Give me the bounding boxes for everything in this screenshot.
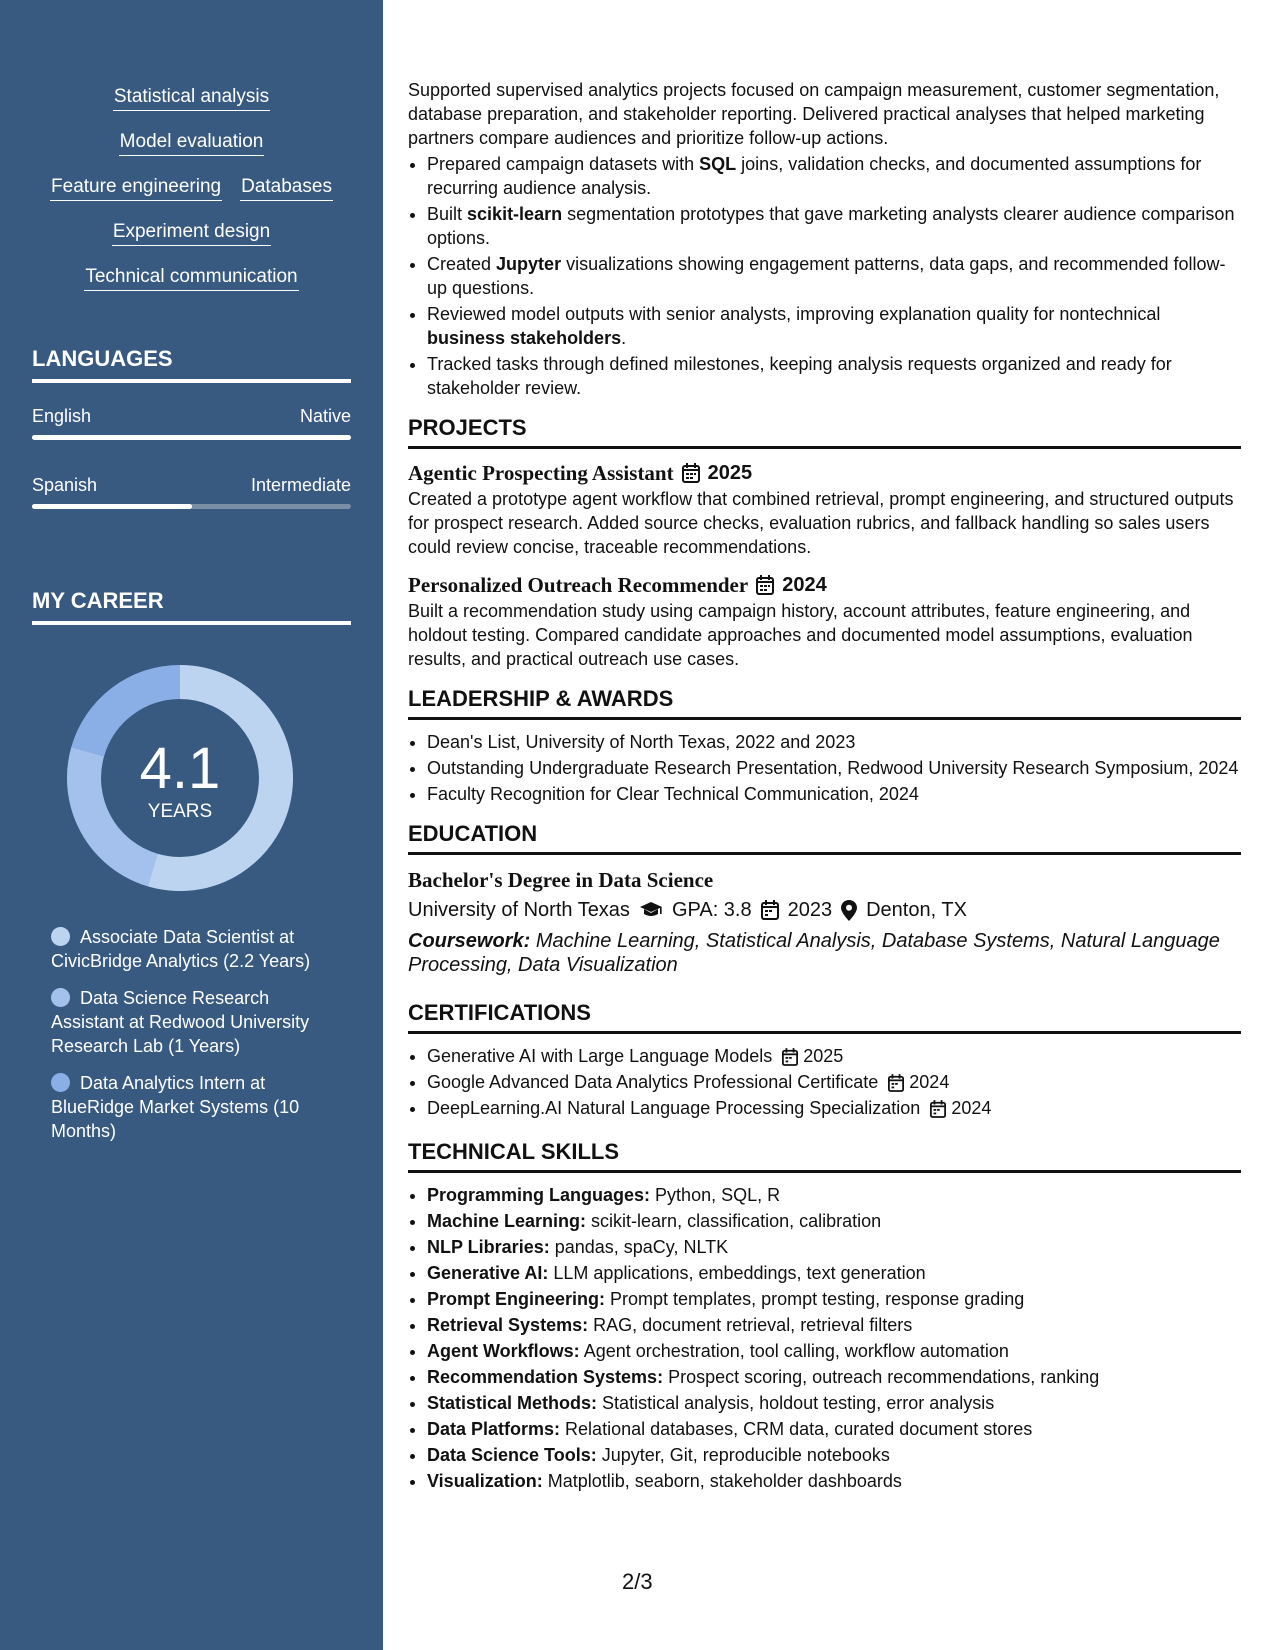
language-bar-fill <box>32 504 192 509</box>
leadership-item: • Faculty Recognition for Clear Technical Communication, 2024 <box>427 782 1241 806</box>
skill-tag: Databases <box>240 174 333 201</box>
project-title: Agentic Prospecting Assistant <box>408 461 674 485</box>
leadership-item: • Outstanding Undergraduate Research Presentation, Redwood University Research Symposium, 2024 <box>427 756 1241 780</box>
skill-row <box>32 129 351 156</box>
language-bar <box>32 435 351 440</box>
school-location: Denton, TX <box>866 899 967 921</box>
skill-row <box>32 264 351 291</box>
career-total: 4.1 <box>139 736 221 801</box>
gpa: GPA: 3.8 <box>671 899 752 921</box>
bullet-dot-icon <box>51 1073 70 1092</box>
project-title: Personalized Outreach Recommender <box>408 573 749 597</box>
language-bar <box>32 504 351 509</box>
tech-skill-item: • Generative AI: LLM applications, embeddings, text generation <box>427 1261 1241 1285</box>
languages-heading: LANGUAGES <box>32 345 351 383</box>
technical-skills-list <box>408 1183 1241 1493</box>
coursework: Coursework: Machine Learning, Statistical Analysis, Database Systems, Natural Language Processing, Data Visualization <box>408 930 1220 976</box>
skill-tag: Model evaluation <box>119 129 265 156</box>
language-english <box>32 405 351 440</box>
language-name: Spanish <box>32 475 98 495</box>
career-unit: YEARS <box>147 801 213 822</box>
skill-row <box>32 84 351 111</box>
experience-bullets <box>408 152 1241 400</box>
sidebar <box>0 0 383 1650</box>
certification-item: • Generative AI with Large Language Models 2025 <box>427 1044 1241 1068</box>
tech-skill-item: • Data Platforms: Relational databases, CRM data, curated document stores <box>427 1417 1241 1441</box>
career-item <box>51 986 341 1058</box>
education-heading: EDUCATION <box>408 820 1241 855</box>
skill-tag: Statistical analysis <box>113 84 270 111</box>
main-content <box>408 78 1241 1495</box>
career-list <box>51 925 341 1156</box>
bullet-dot-icon <box>51 988 70 1007</box>
skill-row <box>32 219 351 246</box>
tech-skill-item: • NLP Libraries: pandas, spaCy, NLTK <box>427 1235 1241 1259</box>
career-item <box>51 1071 341 1143</box>
tech-skill-item: • Machine Learning: scikit-learn, classification, calibration <box>427 1209 1241 1233</box>
career-heading: MY CAREER <box>32 587 351 625</box>
career-donut-chart <box>67 665 293 891</box>
projects-heading: PROJECTS <box>408 414 1241 449</box>
career-item <box>51 925 341 973</box>
experience-bullet: • Reviewed model outputs with senior analysts, improving explanation quality for nontechnical business stakeholders. <box>427 302 1241 350</box>
school-name: University of North Texas <box>408 899 630 921</box>
tech-skill-item: • Agent Workflows: Agent orchestration, tool calling, workflow automation <box>427 1339 1241 1363</box>
education-details <box>408 895 1241 925</box>
career-item-text: Data Science Research Assistant at Redwood University Research Lab (1 Years) <box>51 988 310 1056</box>
certifications-heading: CERTIFICATIONS <box>408 999 1241 1034</box>
location-pin-icon <box>841 900 857 921</box>
bullet-dot-icon <box>51 927 70 946</box>
project-description: Built a recommendation study using campaign history, account attributes, feature engineering, and holdout testing. Compared candidate approaches and documented model assumptions, evaluation results, and practical outreach use cases. <box>408 601 1193 669</box>
graduation-cap-icon <box>639 901 663 919</box>
language-spanish <box>32 474 351 509</box>
calendar-icon <box>888 1074 904 1092</box>
tech-skill-item: • Data Science Tools: Jupyter, Git, reproducible notebooks <box>427 1443 1241 1467</box>
tech-skill-item: • Retrieval Systems: RAG, document retrieval, retrieval filters <box>427 1313 1241 1337</box>
language-level: Intermediate <box>250 475 351 495</box>
calendar-icon <box>930 1100 946 1118</box>
leadership-heading: LEADERSHIP & AWARDS <box>408 685 1241 720</box>
language-level: Native <box>299 406 351 426</box>
language-name: English <box>32 406 92 426</box>
project-item <box>408 459 1241 559</box>
calendar-icon <box>682 463 700 483</box>
experience-bullet: • Created Jupyter visualizations showing engagement patterns, data gaps, and recommended follow-up questions. <box>427 252 1241 300</box>
tech-skill-item: • Statistical Methods: Statistical analysis, holdout testing, error analysis <box>427 1391 1241 1415</box>
calendar-icon <box>761 900 779 920</box>
skills-list <box>32 84 351 309</box>
certification-item: • Google Advanced Data Analytics Professional Certificate 2024 <box>427 1070 1241 1094</box>
project-item <box>408 571 1241 671</box>
experience-bullet: • Built scikit-learn segmentation prototypes that gave marketing analysts clearer audience comparison options. <box>427 202 1241 250</box>
experience-summary: Supported supervised analytics projects focused on campaign measurement, customer segmentation, database preparation, and stakeholder reporting. Delivered practical analyses that helped marketing partners compare audiences and prioritize follow-up actions. <box>408 80 1220 148</box>
skill-tag: Experiment design <box>112 219 271 246</box>
leadership-item: • Dean's List, University of North Texas, 2022 and 2023 <box>427 730 1241 754</box>
tech-skill-item: • Visualization: Matplotlib, seaborn, stakeholder dashboards <box>427 1469 1241 1493</box>
project-year: 2024 <box>782 574 827 596</box>
tech-skill-item: • Prompt Engineering: Prompt templates, prompt testing, response grading <box>427 1287 1241 1311</box>
project-year: 2025 <box>707 462 753 484</box>
technical-skills-heading: TECHNICAL SKILLS <box>408 1138 1241 1173</box>
career-item-text: Associate Data Scientist at CivicBridge Analytics (2.2 Years) <box>51 927 311 971</box>
calendar-icon <box>756 575 774 595</box>
skill-tag: Technical communication <box>84 264 298 291</box>
language-bar-fill <box>32 435 351 440</box>
tech-skill-item: • Recommendation Systems: Prospect scoring, outreach recommendations, ranking <box>427 1365 1241 1389</box>
skill-row <box>32 174 351 201</box>
certification-item: • DeepLearning.AI Natural Language Processing Specialization 2024 <box>427 1096 1241 1120</box>
experience-bullet: • Tracked tasks through defined milestones, keeping analysis requests organized and ready for stakeholder review. <box>427 352 1241 400</box>
calendar-icon <box>782 1048 798 1066</box>
skill-tag: Feature engineering <box>50 174 222 201</box>
certifications-list <box>408 1044 1241 1120</box>
tech-skill-item: • Programming Languages: Python, SQL, R <box>427 1183 1241 1207</box>
project-description: Created a prototype agent workflow that combined retrieval, prompt engineering, and structured outputs for prospect research. Added source checks, evaluation rubrics, and fallback handling so sales users could review concise, traceable recommendations. <box>408 489 1234 557</box>
career-item-text: Data Analytics Intern at BlueRidge Market Systems (10 Months) <box>51 1073 300 1141</box>
experience-bullet: • Prepared campaign datasets with SQL joins, validation checks, and documented assumptions for recurring audience analysis. <box>427 152 1241 200</box>
page-number: 2/3 <box>622 1569 653 1594</box>
degree-title: Bachelor's Degree in Data Science <box>408 868 714 892</box>
graduation-year: 2023 <box>787 899 833 921</box>
leadership-list <box>408 730 1241 806</box>
